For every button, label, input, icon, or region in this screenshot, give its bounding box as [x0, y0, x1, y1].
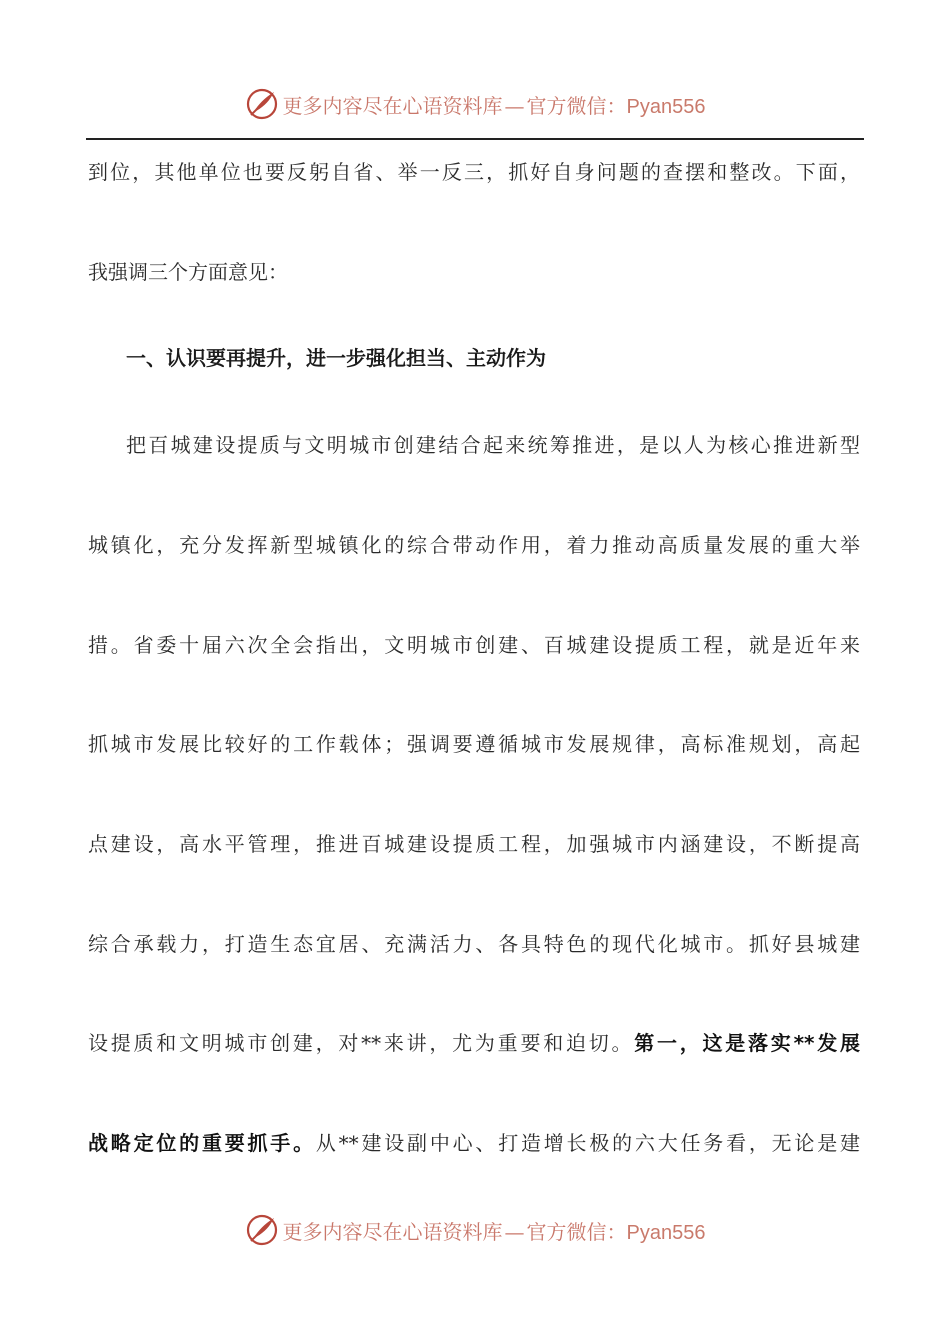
body-line-1: 到位，其他单位也要反躬自省、举一反三，抓好自身问题的查摆和整改。下面， — [88, 160, 860, 184]
body-line-5: 措。省委十届六次全会指出，文明城市创建、百城建设提质工程，就是近年来 — [88, 633, 860, 657]
footer-wechat-id: Pyan556 — [626, 1221, 706, 1244]
header-banner — [0, 84, 950, 124]
body-line-10 — [88, 1128, 860, 1158]
body-line-10-normal: 从**建设副中心、打造增长极的六大任务看，无论是建 — [315, 1131, 860, 1155]
header-wechat-label: 官方微信： — [526, 93, 627, 118]
body-line-9-normal: 设提质和文明城市创建，对**来讲，尤为重要和迫切。 — [88, 1031, 635, 1055]
body-line-8: 综合承载力，打造生态宜居、充满活力、各具特色的现代化城市。抓好县城建 — [88, 932, 860, 956]
footer-wechat-label: 官方微信： — [526, 1219, 627, 1244]
header-banner-text — [283, 90, 706, 119]
body-line-10-bold: 战略定位的重要抓手。 — [88, 1131, 316, 1155]
body-line-9 — [88, 1028, 860, 1058]
footer-banner-text — [283, 1216, 706, 1245]
quill-logo-icon — [245, 1213, 279, 1247]
header-wechat-id: Pyan556 — [626, 95, 706, 118]
footer-separator: — — [504, 1219, 525, 1244]
header-separator: — — [504, 93, 525, 118]
footer-site-name: 更多内容尽在心语资料库 — [282, 1219, 503, 1244]
footer-banner — [0, 1210, 950, 1250]
body-line-9-bold: 第一，这是落实**发展 — [634, 1031, 860, 1055]
body-line-3: 把百城建设提质与文明城市创建结合起来统筹推进，是以人为核心推进新型 — [126, 433, 860, 457]
section-heading-1: 一、认识要再提升，进一步强化担当、主动作为 — [126, 346, 546, 370]
header-site-name: 更多内容尽在心语资料库 — [282, 93, 503, 118]
body-line-4: 城镇化，充分发挥新型城镇化的综合带动作用，着力推动高质量发展的重大举 — [88, 533, 860, 557]
body-line-6: 抓城市发展比较好的工作载体；强调要遵循城市发展规律，高标准规划，高起 — [88, 732, 860, 756]
body-line-7: 点建设，高水平管理，推进百城建设提质工程，加强城市内涵建设，不断提高 — [88, 832, 860, 856]
quill-logo-icon — [245, 87, 279, 121]
body-line-2: 我强调三个方面意见： — [88, 260, 288, 284]
header-divider — [86, 138, 864, 140]
